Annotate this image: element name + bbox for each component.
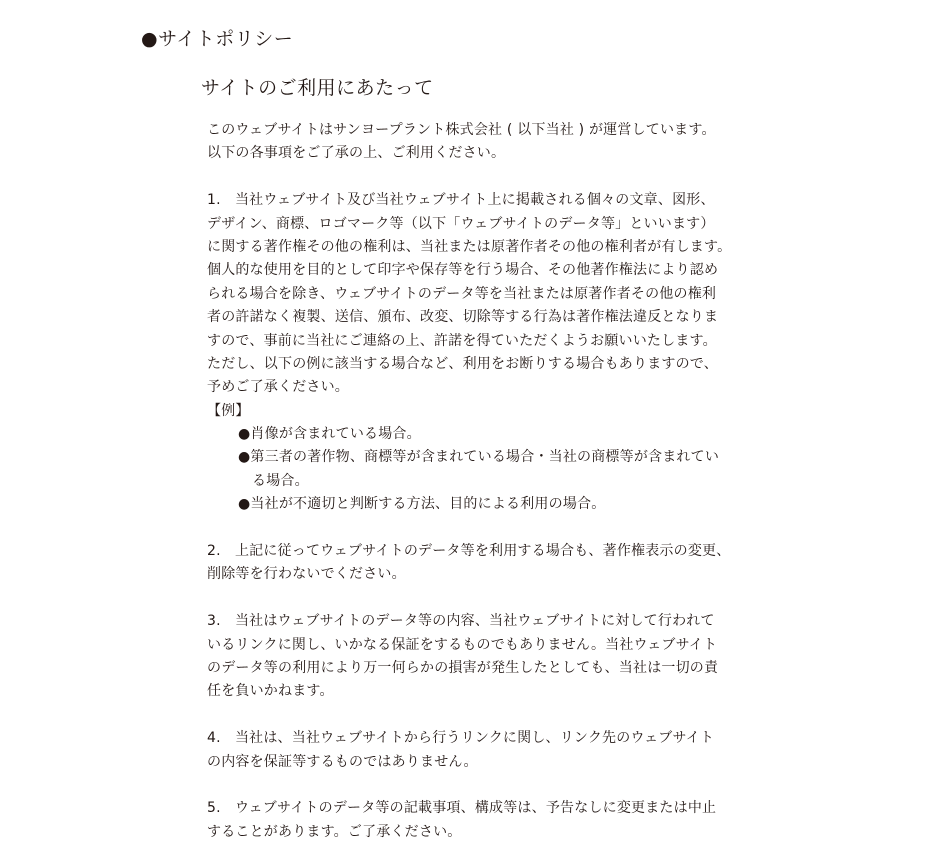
item-3-line: 任を負いかねます。: [207, 683, 334, 700]
item-3-line: いるリンクに関し、いかなる保証をするものでもありません。当社ウェブサイト: [207, 636, 718, 653]
item-1-line: に関する著作権その他の権利は、当社または原著作者その他の権利者が有します。: [207, 238, 732, 255]
intro-line: 以下の各事項をご了承の上、ご利用ください。: [207, 145, 506, 162]
item-3-line: 3. 当社はウェブサイトのデータ等の内容、当社ウェブサイトに対して行われて: [207, 613, 715, 630]
item-2-line: 2. 上記に従ってウェブサイトのデータ等を利用する場合も、著作権表示の変更、: [207, 543, 731, 560]
example-item-continuation: る場合。: [252, 472, 309, 489]
example-item: ●肖像が含まれている場合。: [238, 426, 421, 443]
example-item: ●当社が不適切と判断する方法、目的による利用の場合。: [238, 496, 606, 513]
page-title: ●サイトポリシー: [141, 28, 294, 50]
policy-body: [207, 119, 767, 844]
item-1-line: 予めご了承ください。: [207, 379, 349, 396]
item-4-line: 4. 当社は、当社ウェブサイトから行うリンクに関し、リンク先のウェブサイト: [207, 730, 715, 747]
item-1-line: デザイン、商標、ロゴマーク等（以下「ウェブサイトのデータ等」といいます）: [207, 215, 715, 232]
section-title: サイトのご利用にあたって: [201, 77, 434, 99]
item-1-line: られる場合を除き、ウェブサイトのデータ等を当社または原著作者その他の権利: [207, 285, 717, 302]
item-1-line: 者の許諾なく複製、送信、頒布、改変、切除等する行為は著作権法違反となりま: [207, 309, 719, 326]
item-4-line: の内容を保証等するものではありません。: [207, 753, 478, 770]
example-label: 【例】: [207, 402, 250, 419]
item-1-line: 個人的な使用を目的として印字や保存等を行う場合、その他著作権法により認め: [207, 262, 719, 279]
item-5-line: することがあります。ご了承ください。: [207, 823, 462, 840]
example-item: ●第三者の著作物、商標等が含まれている場合・当社の商標等が含まれてい: [238, 449, 720, 466]
item-1-line: ただし、以下の例に該当する場合など、利用をお断りする場合もありますので、: [207, 355, 718, 372]
item-5-line: 5. ウェブサイトのデータ等の記載事項、構成等は、予告なしに変更または中止: [207, 800, 717, 817]
item-1-line: すので、事前に当社にご連絡の上、許諾を得ていただくようお願いいたします。: [207, 332, 717, 349]
item-3-line: のデータ等の利用により万一何らかの損害が発生したとしても、当社は一切の責: [207, 659, 719, 676]
intro-line: このウェブサイトはサンヨープラント株式会社 ( 以下当社 ) が運営しています。: [207, 122, 716, 138]
item-1-line: 1. 当社ウェブサイト及び当社ウェブサイト上に掲載される個々の文章、図形、: [207, 192, 715, 209]
item-2-line: 削除等を行わないでください。: [207, 566, 406, 583]
